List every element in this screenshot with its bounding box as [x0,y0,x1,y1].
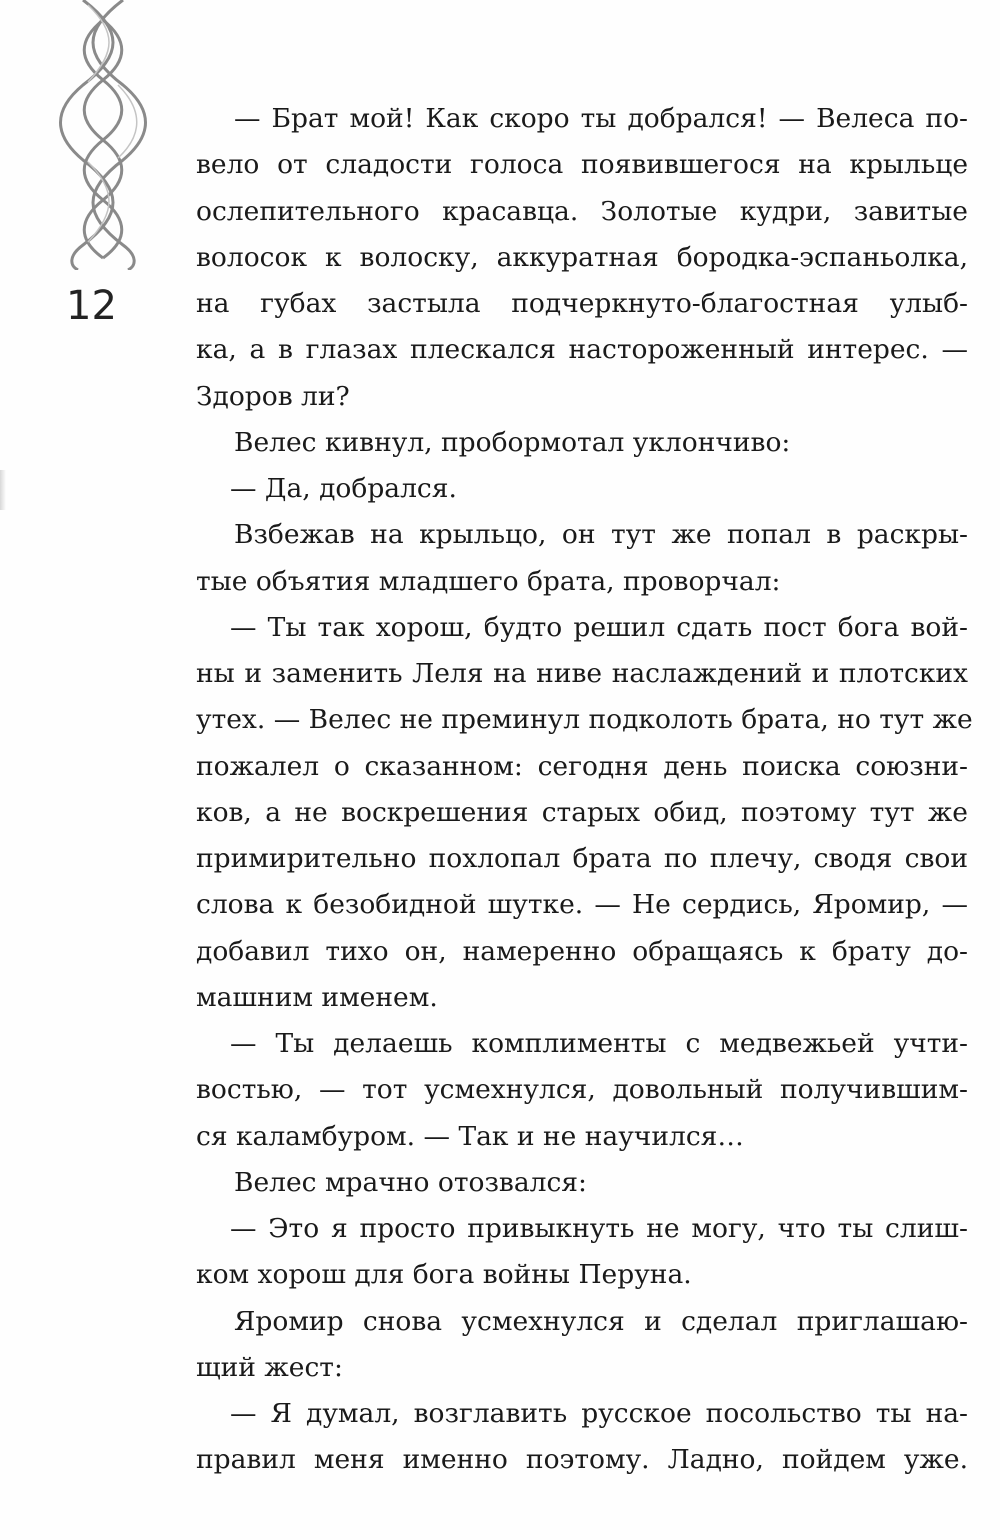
text-line: Взбежав на крыльцо, он тут же попал в раскры- [234,519,968,551]
text-line: ка, а в глазах плескался настороженный интерес. — [196,334,968,366]
text-line: машним именем. [196,981,438,1013]
text-line: утех. — Велес не преминул подколоть брата, но тут же [196,704,973,736]
braided-knot-border-icon [58,0,148,270]
text-line: ослепительного красавца. Золотые кудри, завитые [196,195,968,227]
text-line: Велес кивнул, пробормотал уклончиво: [234,426,791,458]
text-line: ком хорош для бога войны Перуна. [196,1259,692,1291]
text-line: — Да, добрался. [230,473,457,504]
text-line: примирительно похлопал брата по плечу, сводя свои [196,843,968,874]
text-line: ся каламбуром. — Так и не научился… [196,1120,744,1152]
text-line: Здоров ли? [196,380,350,412]
text-line: вело от сладости голоса появившегося на крыльце [196,149,968,181]
text-line: — Брат мой! Как скоро ты добрался! — Велеса по- [234,103,968,134]
text-line: — Ты делаешь комплименты с медвежьей учти- [230,1028,968,1059]
text-line: щий жест: [196,1351,343,1383]
text-line: слова к безобидной шутке. — Не сердись, Яромир, — [196,889,968,921]
text-line: правил меня именно поэтому. Ладно, пойдем уже. [196,1444,968,1476]
text-line: тые объятия младшего брата, проворчал: [196,565,781,597]
text-line: — Я думал, возглавить русское посольство ты на- [230,1398,968,1429]
body-text [196,96,973,1484]
text-line: волосок к волоску, аккуратная бородка-эспаньолка, [196,241,968,273]
text-line: — Ты так хорош, будто решил сдать пост бога вой- [230,611,968,643]
text-line: добавил тихо он, намеренно обращаясь к брату до- [196,935,968,967]
page-number: 12 [66,283,117,329]
text-line: ны и заменить Леля на ниве наслаждений и плотских [196,658,968,689]
text-line: востью, — тот усмехнулся, довольный получившим- [196,1074,968,1106]
text-line: пожалел о сказанном: сегодня день поиска союзни- [196,750,968,782]
text-line: на губах застыла подчеркнуто-благостная улыб- [196,288,968,319]
text-line: ков, а не воскрешения старых обид, поэтому тут же [196,796,968,828]
text-line: Яромир снова усмехнулся и сделал приглашаю- [234,1305,968,1337]
text-line: — Это я просто привыкнуть не могу, что ты слиш- [230,1213,968,1244]
text-line: Велес мрачно отозвался: [234,1166,587,1198]
scan-edge-shadow [0,470,6,510]
